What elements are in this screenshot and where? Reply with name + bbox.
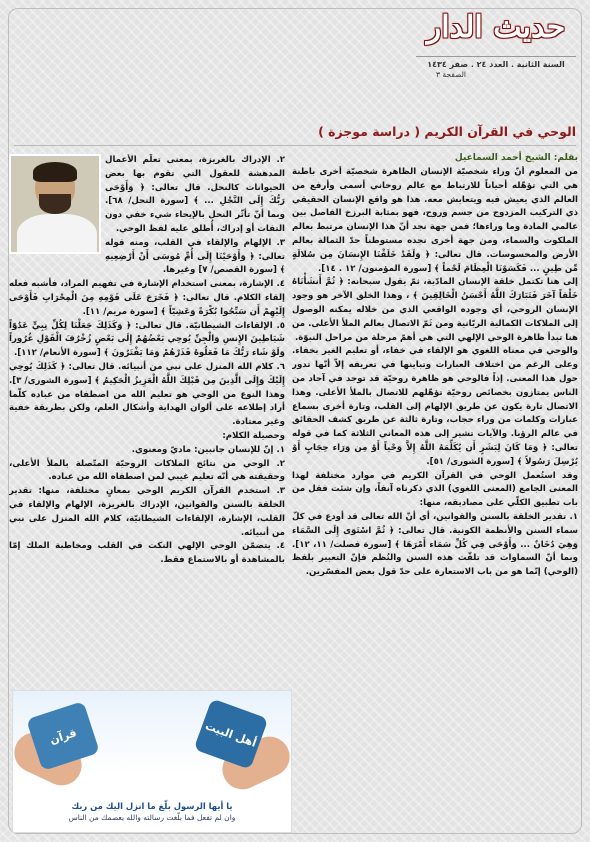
article-author: بقلم: الشيخ أحمد السماعيل xyxy=(454,153,578,163)
puzzle-piece-left: قرآن xyxy=(26,701,100,771)
paragraph: من المعلوم أنّ وراء شخصيّة الإنسان الظاهرة شخصيّة أُخرى باطنة هي التي تؤهّله أحياناً للارتباط مع عالم روحاني أسمى وأرفع من العالم الذي يعيش فيه ويتعايش معه. هذا هو واقع الإنسان الحقيقي ذي التركيب المزدوج من جسم وروح، فهو بمثابة البرزخ الفاصل بين عالمي المادة وما وراءها؛ فمن جهة نجد أنّ هذا الإنسان مرتبط بعالم الملكوت والسماء، ومن جهة أخرى نجده مستوطناً حدّ الثمالة بعالم الأرض والمحسوسات. قال تعالى: ﴿ وَلَقَدْ خَلَقْنَا الإِنسَانَ مِن سُلالَةٍ مِّن طِينٍ ... فَكَسَوْنَا الْعِظَامَ لَحْماً ﴾ [سورة المؤمنون/ ١٢ . ١٤]. xyxy=(292,167,578,274)
title-bar xyxy=(14,124,576,146)
paragraph: ٢. الإدراك بالغريزة، بمعنى تعلّم الأعمال المدهشة للعقول التي تقوم بها بعض الحيوانات كالنحل. قال تعالى: ﴿ وَأَوْحَى رَبُّكَ إِلَى النَّحْلِ ... ﴾ [سورة النحل/ ٦٨]. وبما أنّ تأثّر النحل بالإيحاء شيء خفي دون التفات أو إدراك، أُطلق عليه لفظ الوحي. xyxy=(105,155,285,234)
page-number: الصفحة ٣ xyxy=(436,70,466,79)
issue-info: السنة الثانية . العدد ٢٤ . صفر ١٤٣٤ xyxy=(416,56,576,70)
paragraph: ١. إنّ للإنسان جانبين: ماديّ ومعنوي. xyxy=(131,444,285,455)
article-column-left xyxy=(9,154,285,676)
magazine-logo: حديث الدار xyxy=(426,10,566,45)
paragraph: ٣. الإلهام والإلقاء في القلب، ومنه قوله تعالى: ﴿ وَأَوْحَيْنَا إِلَى أُمِّ مُوسَى أَنْ أَرْضِعِيهِ ﴾ [سورة القصص/ ٧] وغيرها. xyxy=(105,237,285,276)
paragraph: ٢. الوحي من نتائج الملاكات الروحيّة المتّصلة بالملأ الأعلى، وحقيقته هي أنّه تعليم غيبي لمن اصطفاه الله من عباده. xyxy=(9,458,285,483)
paragraph: ٤. يتضمّن الوحي الإلهي النكت في القلب ومخاطبة الملك إمّا بالمشاهدة أو بالاستماع فقط. xyxy=(9,541,285,566)
paragraph: ٤. الإشارة، بمعنى استخدام الإشارة في تفهيم المراد، فأشبه فعله إلقاء الكلام. قال تعالى: ﴿ فَخَرَجَ عَلَى قَوْمِهِ مِنَ الْمِحْرَابِ فَأَوْحَى إِلَيْهِمْ أَن سَبِّحُوا بُكْرَةً وَعَشِيّاً ﴾ [سورة مريم/ ١١]. xyxy=(9,279,285,317)
poster-line-2: وان لم تفعل فما بلّغت رسالته والله يعصمك من الناس xyxy=(68,813,236,822)
paragraph: ١. تقدير الخلقة بالسنن والقوانين، أي أنّ الله تعالى قد أودع في كلّ سماء السنن والأنظمة الكونية. قال تعالى: ﴿ ثُمَّ اسْتَوَى إِلَى السَّمَاء وَهِيَ دُخَانٌ ... وَأَوْحَى فِي كُلِّ سَمَاء أَمْرَهَا ﴾ [سورة فصلت/ ١١، ١٢]. وبما أنّ السماوات قد تلقّت هذه السنن والنُظم فإنّ التعبير بلفظ (الوحي) إنّما هو من باب الاستعارة على حدّ قول بعض المفسّرين. xyxy=(292,511,578,578)
paragraph: إلى هنا تكتمل خلقة الإنسان المادّية، ثمّ يقول سبحانه: ﴿ ثُمَّ أَنشَأْنَاهُ خَلْقاً آخَرَ فَتَبَارَكَ اللَّهُ أَحْسَنُ الْخَالِقِينَ ﴾ ، وهذا الخلق الآخر هو وجود الإنسان الروحي، أي وجوده الواقعي الذي من خلاله يمكنه الوصول إلى الملاكات الكمالية الربّانية ومن ثَمّ الاتصال بعالم الملأ الأعلى. من هنا تبدأ ظاهرة الوحي الإلهي التي هي أهمّ مرحلة من مراحل النبوّة. xyxy=(292,277,578,343)
poster-line-1: يا أيها الرسول بلّغ ما انزل اليك من ربك xyxy=(71,801,233,811)
illustration-poster xyxy=(12,690,292,833)
paragraph: ٥. الإلقاءات الشيطانيّة. قال تعالى: ﴿ وَكَذَلِكَ جَعَلْنَا لِكُلِّ نِبِيٍّ عَدُوّاً شَيَاطِينَ الإِنسِ وَالْجِنِّ يُوحِي بَعْضُهُمْ إِلَى بَعْضٍ زُخْرُفَ الْقَوْلِ غُرُوراً وَلَوْ شَاء رَبُّكَ مَا فَعَلُوهُ فَذَرْهُمْ وَمَا يَفْتَرُونَ ﴾ [سورة الأنعام/ ١١٢]. xyxy=(9,320,285,359)
paragraph: ٣. استخدم القرآن الكريم الوحي بمعانٍ مختلفة، منها: تقدير الخلقة بالسنن والقوانين، الإدراك بالغريزة، الإلهام والإلقاء في القلب، الإشارة، الإلقاءات الشيطانيّة، كلام الله المنزل على نبي من أنبيائه. xyxy=(9,486,285,538)
author-photo xyxy=(9,154,101,254)
paragraph: وقد استُعمل الوحي في القرآن الكريم في موارد مختلفة لهذا المعنى الجامع (المعنى اللغوي) الذي ذكرناه آنفاً، وإن شئت فقل من باب تطبيق الكلّي على مصاديقه، منها: xyxy=(292,470,578,509)
masthead xyxy=(416,6,576,94)
article-column-right xyxy=(292,166,578,828)
poster-caption xyxy=(23,800,281,824)
article-title: الوحي في القرآن الكريم ( دراسة موجزة ) xyxy=(318,124,576,139)
puzzle-piece-right: أهل البيت xyxy=(194,698,269,769)
paragraph: وحصيلة الكلام: xyxy=(222,430,285,441)
paragraph: والوحي في معناه اللغوي هو الإلقاء في خفاء، أو تعليم الغير بخفاء. وعلى الرغم من اختلاف العبارات وتباينها في تعريفه إلاّ أنّها تدور حول هذا المعنى. إذاً فالوحي هو ظاهرة روحيّة قد توجد في آحاد من الناس يمتازون بخصائص روحيّة تؤهّلهم للاتصال بالملأ الأعلى. وهذا الاتصال تارة يكون عن طريق الإلهام إلى القلب، وتارة أخرى بسماع عبارات وكلمات من وراء حجاب، وتارة ثالثة عن طريق كشف الحقائق في عالم الرؤيا. والآيات تشير إلى هذه المعاني الثلاثة كما في قوله تعالى: ﴿ وَمَا كَانَ لِبَشَرٍ أَن يُكَلِّمَهُ اللَّهُ إِلاَّ وَحْياً أَوْ مِن وَرَاء حِجَابٍ أَوْ يُرْسِلَ رَسُولاً ﴾ [سورة الشورى/ ٥١]. xyxy=(292,346,578,467)
paragraph: ٦. كلام الله المنزل على نبي من أنبيائه. قال تعالى: ﴿ كَذَلِكَ يُوحِي إِلَيْكَ وَإِلَى الَّذِينَ مِن قَبْلِكَ اللَّهُ الْعَزِيزُ الْحَكِيمُ ﴾ [سورة الشورى/ ٣]. وهذا النوع من الوحي هو تعليم الله من اصطفاه من عباده كلّما أراد إطلاعه على ألوان الهداية وأشكال العلم، ولكن بطريقة خفية وغير معتادة. xyxy=(9,361,285,428)
